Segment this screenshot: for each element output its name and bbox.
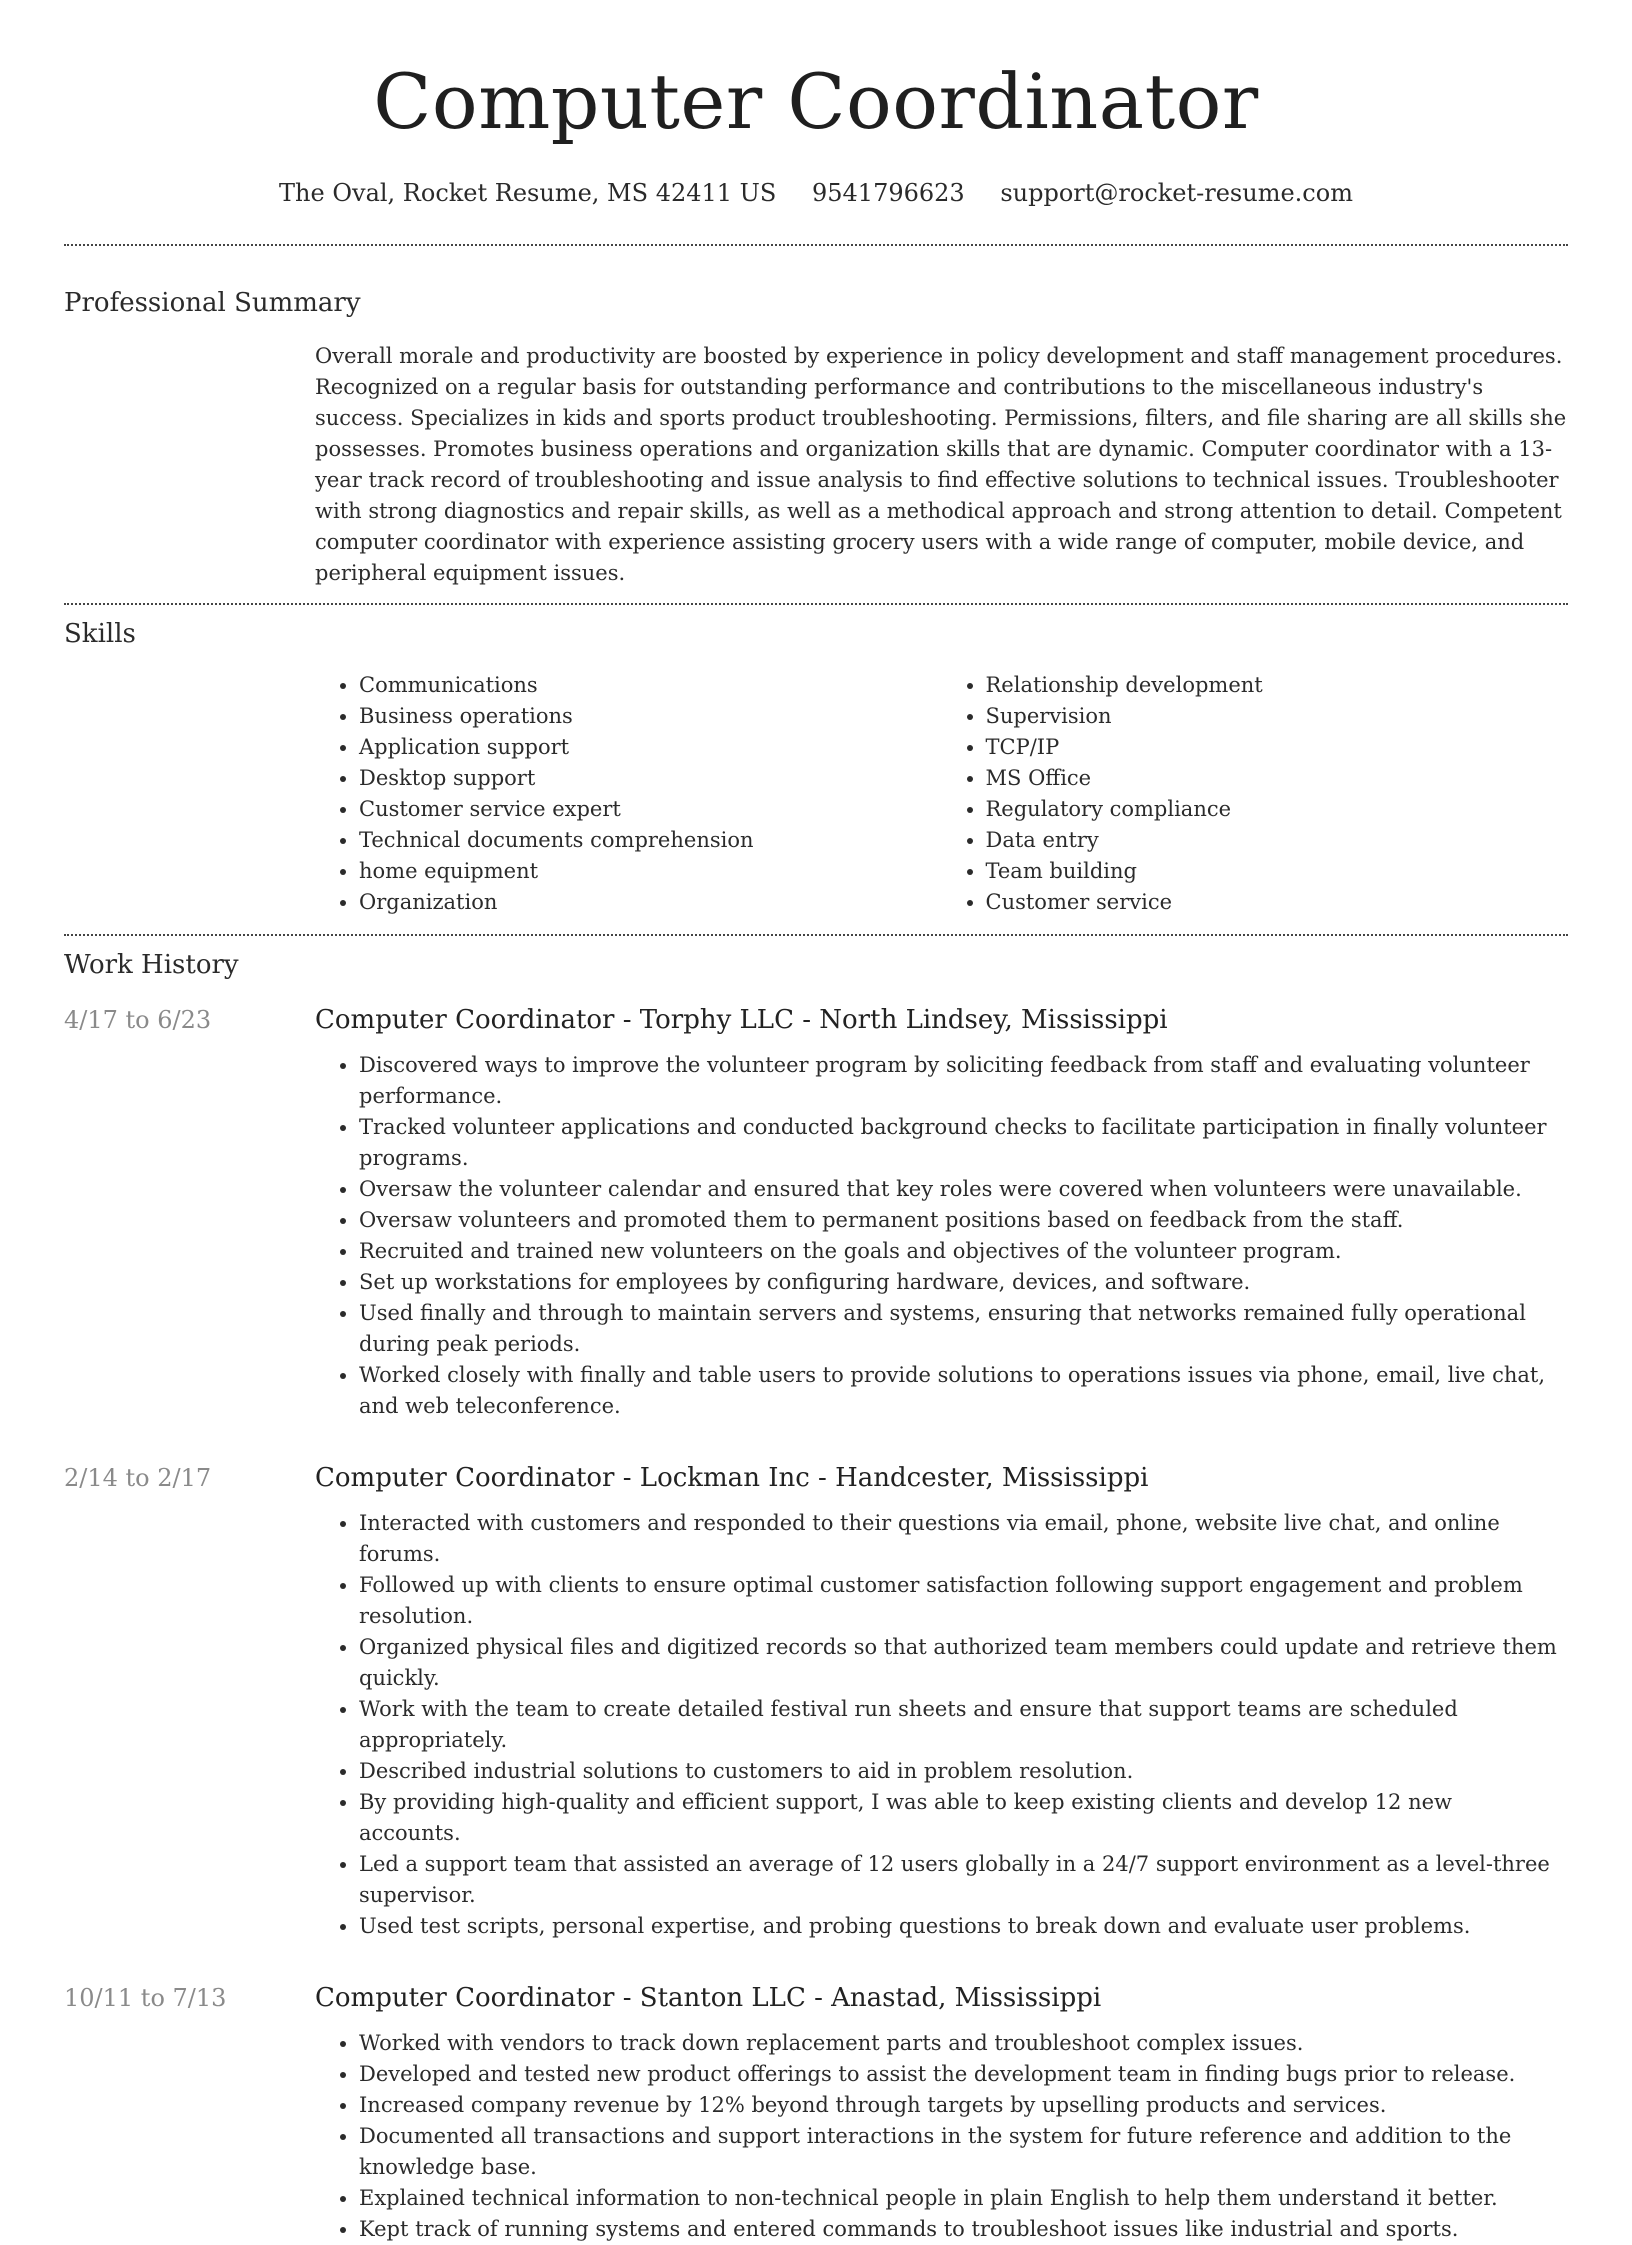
job-bullet: • Work with the team to create detailed festival run sheets and ensure that support teams are scheduled appropriately. <box>359 1694 1568 1756</box>
skill-item: • TCP/IP <box>986 732 1569 763</box>
contact-address: The Oval, Rocket Resume, MS 42411 US <box>279 179 777 207</box>
job-bullet: • Set up workstations for employees by configuring hardware, devices, and software. <box>359 1267 1568 1298</box>
section-title-work: Work History <box>64 950 239 980</box>
job-header <box>64 1982 1568 2014</box>
skill-item: • Supervision <box>986 701 1569 732</box>
skills-list <box>315 670 1568 918</box>
divider <box>64 244 1568 246</box>
job-bullet: • Developed and tested new product offerings to assist the development team in finding bugs prior to release. <box>359 2059 1568 2090</box>
skills-column-right <box>942 670 1569 918</box>
skill-item: • home equipment <box>359 856 942 887</box>
job-bullet: • Organized physical files and digitized records so that authorized team members could update and retrieve them quickly. <box>359 1632 1568 1694</box>
job-bullets <box>315 1508 1568 1942</box>
job-bullet: • Tracked volunteer applications and conducted background checks to facilitate participation in finally volunteer programs. <box>359 1112 1568 1174</box>
skill-item: • Organization <box>359 887 942 918</box>
job-bullet: • Recruited and trained new volunteers on the goals and objectives of the volunteer program. <box>359 1236 1568 1267</box>
divider <box>64 934 1568 936</box>
job-bullet: • Used finally and through to maintain servers and systems, ensuring that networks remained fully operational during peak periods. <box>359 1298 1568 1360</box>
job-header <box>64 1004 1568 1036</box>
skill-item: • Communications <box>359 670 942 701</box>
skill-item: • Application support <box>359 732 942 763</box>
job-entry <box>64 1982 1568 2245</box>
job-bullet: • Used test scripts, personal expertise, and probing questions to break down and evaluate user problems. <box>359 1911 1568 1942</box>
job-bullet: • Followed up with clients to ensure optimal customer satisfaction following support engagement and problem resolution. <box>359 1570 1568 1632</box>
job-dates: 2/14 to 2/17 <box>64 1464 212 1492</box>
skills-column-left <box>315 670 942 918</box>
job-bullet: • Described industrial solutions to customers to aid in problem resolution. <box>359 1756 1568 1787</box>
job-title: Computer Coordinator - Torphy LLC - North Lindsey, Mississippi <box>315 1005 1168 1035</box>
job-entry <box>64 1004 1568 1422</box>
skill-item: • Technical documents comprehension <box>359 825 942 856</box>
divider <box>64 603 1568 605</box>
job-bullet: • Oversaw volunteers and promoted them to permanent positions based on feedback from the staff. <box>359 1205 1568 1236</box>
job-bullet: • Documented all transactions and support interactions in the system for future reference and addition to the knowledge base. <box>359 2121 1568 2183</box>
job-dates: 4/17 to 6/23 <box>64 1006 212 1034</box>
job-bullet: • By providing high-quality and efficient support, I was able to keep existing clients and develop 12 new accounts. <box>359 1787 1568 1849</box>
contact-phone: 9541796623 <box>811 179 965 207</box>
job-bullet: • Kept track of running systems and entered commands to troubleshoot issues like industrial and sports. <box>359 2214 1568 2245</box>
summary-text: Overall morale and productivity are boosted by experience in policy development and staff management procedures. Recognized on a regular basis for outstanding performance and contributions to the miscellaneous industry's success. Specializes in kids and sports product troubleshooting. Permissions, filters, and file sharing are all skills she possesses. Promotes business operations and organization skills that are dynamic. Computer coordinator with a 13-year track record of troubleshooting and issue analysis to find effective solutions to technical issues. Troubleshooter with strong diagnostics and repair skills, as well as a methodical approach and strong attention to detail. Competent computer coordinator with experience assisting grocery users with a wide range of computer, mobile device, and peripheral equipment issues. <box>315 344 1567 585</box>
skill-item: • Customer service expert <box>359 794 942 825</box>
skill-item: • Regulatory compliance <box>986 794 1569 825</box>
skill-item: • Team building <box>986 856 1569 887</box>
contact-email: support@rocket-resume.com <box>1000 179 1353 207</box>
skill-item: • Customer service <box>986 887 1569 918</box>
job-title: Computer Coordinator - Lockman Inc - Handcester, Mississippi <box>315 1463 1149 1493</box>
job-bullet: • Oversaw the volunteer calendar and ensured that key roles were covered when volunteers were unavailable. <box>359 1174 1568 1205</box>
contact-line <box>64 178 1568 208</box>
skill-item: • Data entry <box>986 825 1569 856</box>
job-bullets <box>315 2028 1568 2245</box>
job-header <box>64 1462 1568 1494</box>
job-title: Computer Coordinator - Stanton LLC - Anastad, Mississippi <box>315 1983 1102 2013</box>
skill-item: • MS Office <box>986 763 1569 794</box>
job-bullet: • Worked closely with finally and table users to provide solutions to operations issues via phone, email, live chat, and web teleconference. <box>359 1360 1568 1422</box>
job-bullet: • Interacted with customers and responded to their questions via email, phone, website live chat, and online forums. <box>359 1508 1568 1570</box>
section-title-summary: Professional Summary <box>64 288 361 318</box>
skill-item: • Business operations <box>359 701 942 732</box>
skill-item: • Relationship development <box>986 670 1569 701</box>
job-bullet: • Worked with vendors to track down replacement parts and troubleshoot complex issues. <box>359 2028 1568 2059</box>
section-title-skills: Skills <box>64 619 136 649</box>
resume-name: Computer Coordinator <box>373 57 1259 146</box>
job-bullet: • Explained technical information to non-technical people in plain English to help them understand it better. <box>359 2183 1568 2214</box>
job-entry <box>64 1462 1568 1942</box>
job-dates: 10/11 to 7/13 <box>64 1984 227 2012</box>
job-bullet: • Increased company revenue by 12% beyond through targets by upselling products and services. <box>359 2090 1568 2121</box>
job-bullet: • Led a support team that assisted an average of 12 users globally in a 24/7 support environment as a level-three supervisor. <box>359 1849 1568 1911</box>
job-bullet: • Discovered ways to improve the volunteer program by soliciting feedback from staff and evaluating volunteer performance. <box>359 1050 1568 1112</box>
job-bullets <box>315 1050 1568 1422</box>
skill-item: • Desktop support <box>359 763 942 794</box>
resume-page <box>64 0 1568 2245</box>
